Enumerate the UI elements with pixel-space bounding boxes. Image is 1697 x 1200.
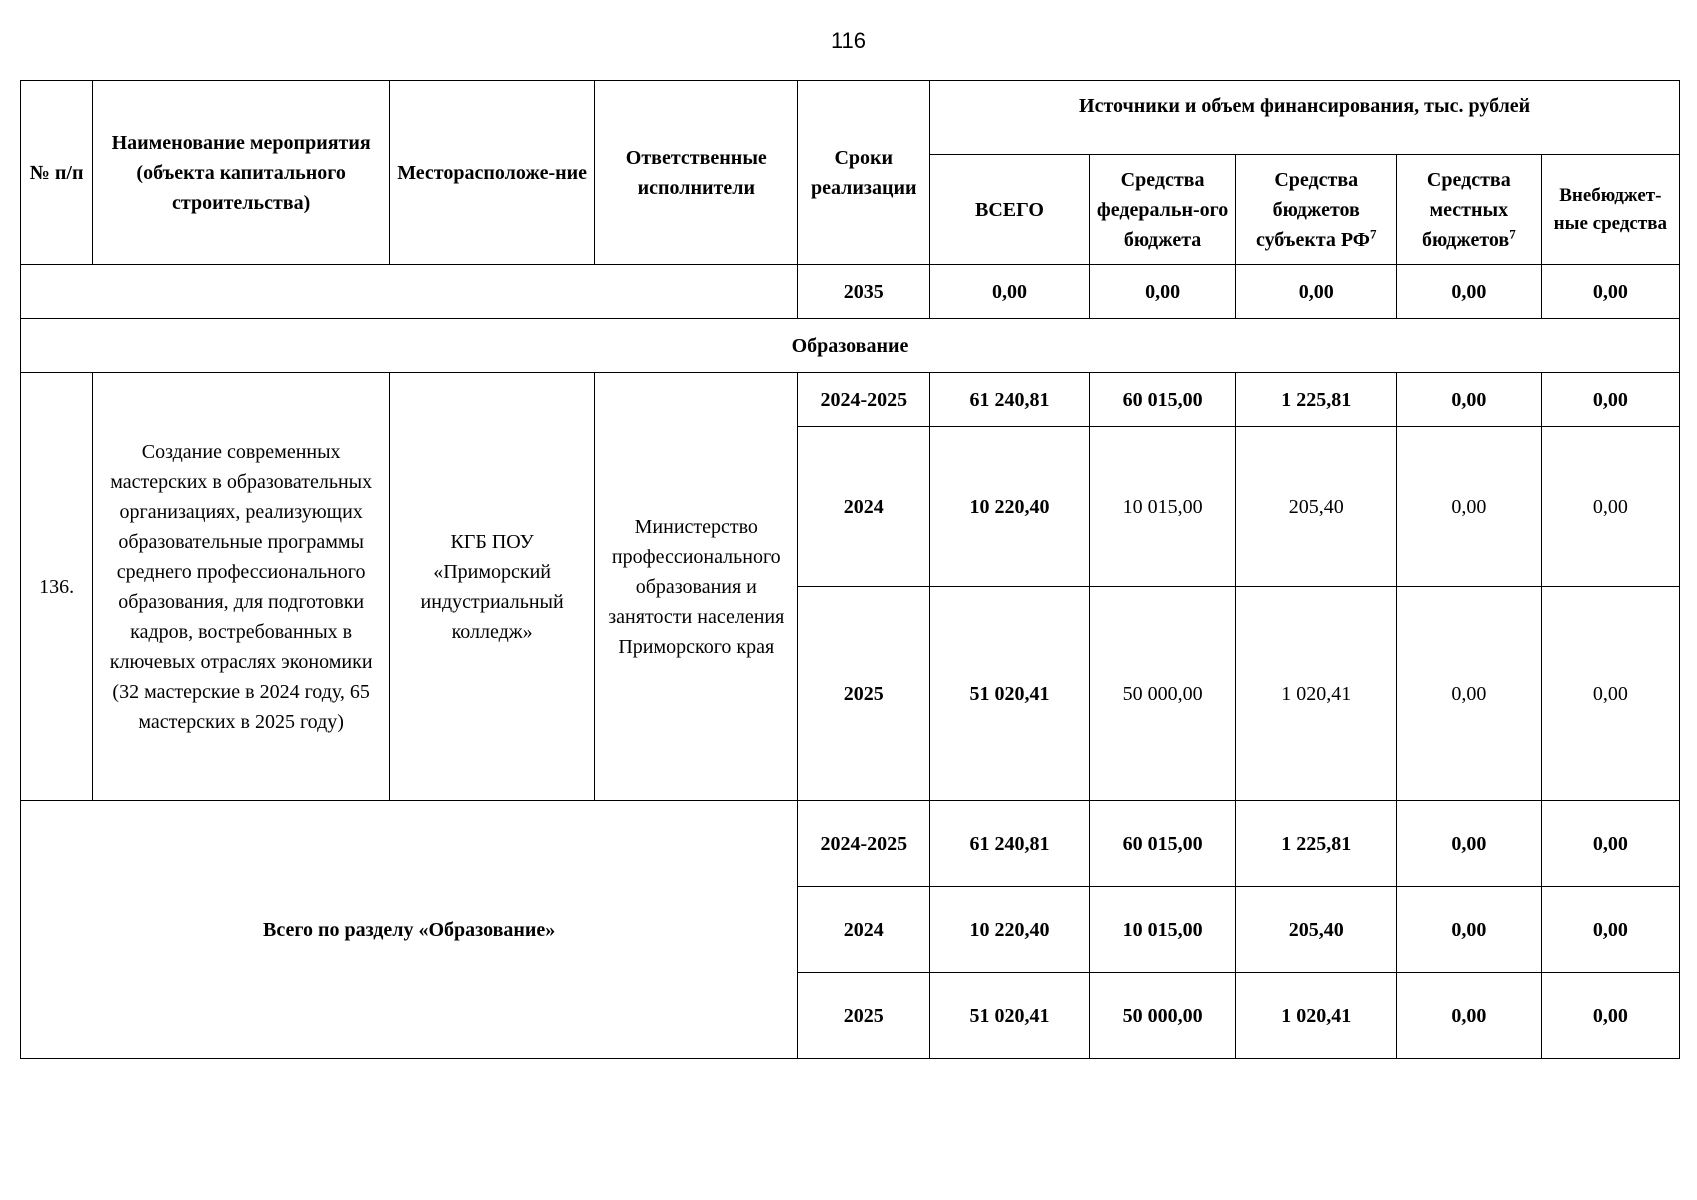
item-row-1 bbox=[21, 373, 1680, 427]
totals-subject: 205,40 bbox=[1236, 887, 1397, 973]
header-local-text: Средства местных бюджетов bbox=[1421, 168, 1511, 251]
totals-extra: 0,00 bbox=[1541, 973, 1679, 1059]
totals-total: 10 220,40 bbox=[930, 887, 1090, 973]
header-federal: Средства федеральн-ого бюджета bbox=[1089, 155, 1236, 265]
totals-total: 51 020,41 bbox=[930, 973, 1090, 1059]
totals-local: 0,00 bbox=[1397, 973, 1542, 1059]
item-extra: 0,00 bbox=[1541, 427, 1679, 587]
item-num: 136. bbox=[21, 373, 93, 801]
header-sources: Источники и объем финансирования, тыс. рублей bbox=[930, 81, 1680, 155]
carry-total: 0,00 bbox=[930, 265, 1090, 319]
item-federal: 50 000,00 bbox=[1089, 587, 1236, 801]
item-local: 0,00 bbox=[1397, 373, 1542, 427]
header-row-1 bbox=[21, 81, 1680, 155]
carry-local: 0,00 bbox=[1397, 265, 1542, 319]
item-responsible: Министерство профессионального образования и занятости населения Приморского края bbox=[595, 373, 798, 801]
totals-federal: 50 000,00 bbox=[1089, 973, 1236, 1059]
section-title: Образование bbox=[21, 319, 1680, 373]
carry-period: 2035 bbox=[798, 265, 930, 319]
header-responsible: Ответственные исполнители bbox=[595, 81, 798, 265]
section-row bbox=[21, 319, 1680, 373]
header-subject-text: Средства бюджетов субъекта РФ bbox=[1255, 168, 1370, 251]
header-extra: Внебюджет-ные средства bbox=[1541, 155, 1679, 265]
financing-table bbox=[20, 80, 1680, 1059]
carry-extra: 0,00 bbox=[1541, 265, 1679, 319]
totals-total: 61 240,81 bbox=[930, 801, 1090, 887]
item-subject: 205,40 bbox=[1236, 427, 1397, 587]
totals-label: Всего по разделу «Образование» bbox=[21, 801, 798, 1059]
item-local: 0,00 bbox=[1397, 587, 1542, 801]
totals-federal: 10 015,00 bbox=[1089, 887, 1236, 973]
header-name: Наименование мероприятия (объекта капитального строительства) bbox=[93, 81, 390, 265]
totals-local: 0,00 bbox=[1397, 801, 1542, 887]
totals-extra: 0,00 bbox=[1541, 887, 1679, 973]
totals-subject: 1 225,81 bbox=[1236, 801, 1397, 887]
item-subject: 1 020,41 bbox=[1236, 587, 1397, 801]
totals-subject: 1 020,41 bbox=[1236, 973, 1397, 1059]
item-extra: 0,00 bbox=[1541, 587, 1679, 801]
header-total: ВСЕГО bbox=[930, 155, 1090, 265]
item-total: 61 240,81 bbox=[930, 373, 1090, 427]
item-subject: 1 225,81 bbox=[1236, 373, 1397, 427]
totals-extra: 0,00 bbox=[1541, 801, 1679, 887]
item-period: 2025 bbox=[798, 587, 930, 801]
totals-period: 2024 bbox=[798, 887, 930, 973]
totals-period: 2024-2025 bbox=[798, 801, 930, 887]
item-name: Создание современных мастерских в образовательных организациях, реализующих образовательные программы среднего профессионального образования, для подготовки кадров, востребованных в ключевых отраслях экономики (32 мастерские в 2024 году, 65 мастерских в 2025 году) bbox=[93, 373, 390, 801]
header-subject bbox=[1236, 155, 1397, 265]
carry-blank bbox=[21, 265, 798, 319]
item-total: 10 220,40 bbox=[930, 427, 1090, 587]
totals-federal: 60 015,00 bbox=[1089, 801, 1236, 887]
carry-row bbox=[21, 265, 1680, 319]
carry-federal: 0,00 bbox=[1089, 265, 1236, 319]
carry-subject: 0,00 bbox=[1236, 265, 1397, 319]
header-local-sup: 7 bbox=[1509, 225, 1516, 241]
item-location: КГБ ПОУ «Приморский индустриальный колледж» bbox=[390, 373, 595, 801]
totals-local: 0,00 bbox=[1397, 887, 1542, 973]
item-federal: 10 015,00 bbox=[1089, 427, 1236, 587]
header-local bbox=[1397, 155, 1542, 265]
page-number: 116 bbox=[830, 28, 867, 53]
item-total: 51 020,41 bbox=[930, 587, 1090, 801]
header-period: Сроки реализации bbox=[798, 81, 930, 265]
header-subject-sup: 7 bbox=[1370, 225, 1377, 241]
item-extra: 0,00 bbox=[1541, 373, 1679, 427]
header-location: Месторасположе-ние bbox=[390, 81, 595, 265]
item-federal: 60 015,00 bbox=[1089, 373, 1236, 427]
item-period: 2024-2025 bbox=[798, 373, 930, 427]
header-num: № п/п bbox=[21, 81, 93, 265]
item-local: 0,00 bbox=[1397, 427, 1542, 587]
item-period: 2024 bbox=[798, 427, 930, 587]
totals-period: 2025 bbox=[798, 973, 930, 1059]
totals-row-1 bbox=[21, 801, 1680, 887]
